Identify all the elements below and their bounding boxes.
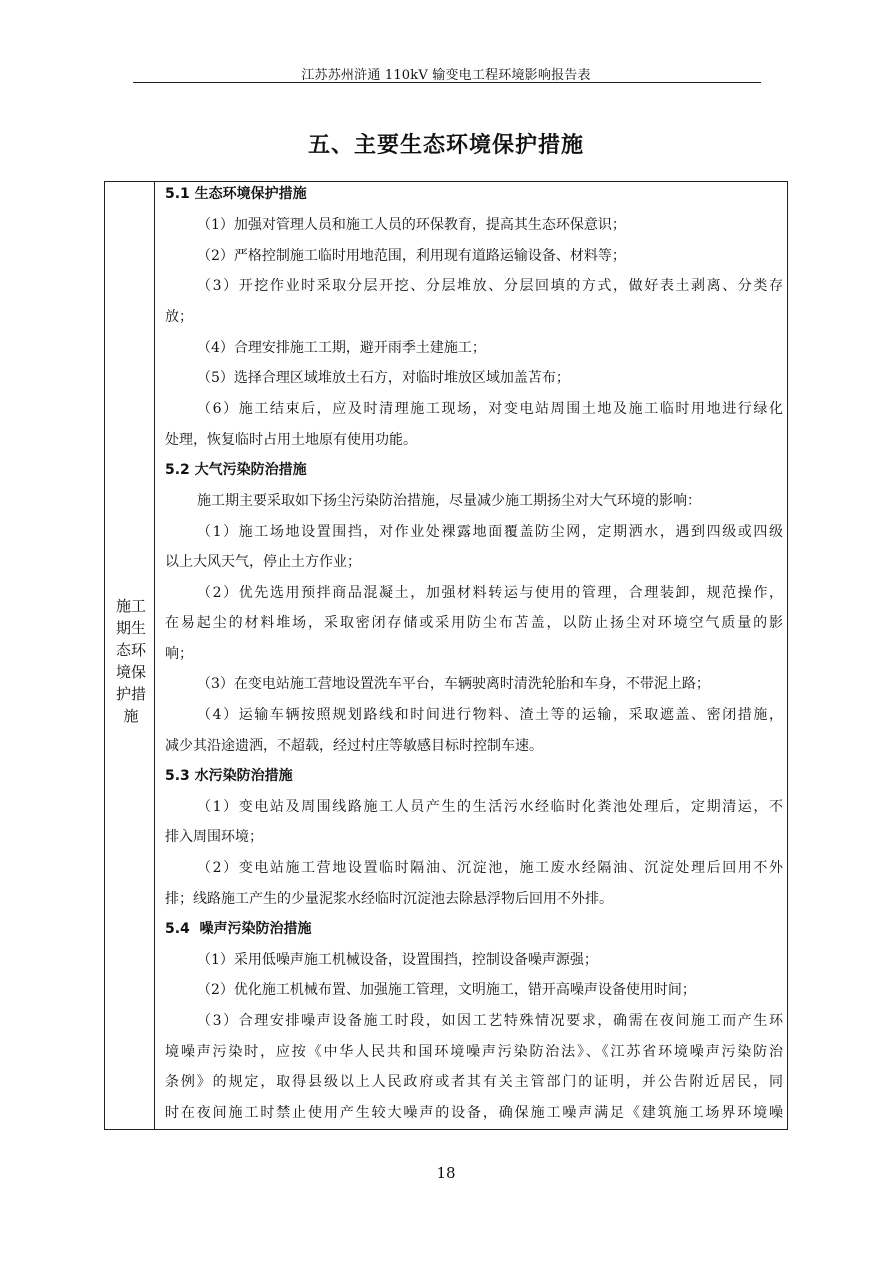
subsection-heading: 5.4 噪声污染防治措施 bbox=[165, 921, 312, 937]
text-line: （1）采用低噪声施工机械设备，设置围挡，控制设备噪声源强； bbox=[197, 952, 598, 968]
subsection-heading: 5.1 生态环境保护措施 bbox=[165, 186, 307, 202]
text-line: （2）优化施工机械布置、加强施工管理，文明施工，错开高噪声设备使用时间； bbox=[197, 982, 696, 998]
text-line: 在易起尘的材料堆场，采取密闭存储或采用防尘布苫盖，以防止扬尘对环境空气质量的影 bbox=[165, 615, 783, 631]
text-line: （3）在变电站施工营地设置洗车平台，车辆驶离时清洗轮胎和车身，不带泥上路； bbox=[197, 676, 710, 692]
category-cell bbox=[105, 182, 155, 1129]
text-line: 处理，恢复临时占用土地原有使用功能。 bbox=[165, 432, 417, 448]
text-line: （3）合理安排噪声设备施工时段，如因工艺特殊情况要求，确需在夜间施工而产生环 bbox=[197, 1013, 783, 1029]
text-line: （2）严格控制施工临时用地范围，利用现有道路运输设备、材料等； bbox=[197, 248, 626, 264]
running-header: 江苏苏州浒通 110kV 输变电工程环境影响报告表 bbox=[301, 68, 591, 83]
text-line: 以上大风天气，停止土方作业； bbox=[165, 554, 361, 570]
text-line: （2）变电站施工营地设置临时隔油、沉淀池，施工废水经隔油、沉淀处理后回用不外 bbox=[197, 860, 783, 876]
category-label: 施工期生态环境保护措施 bbox=[115, 597, 146, 725]
text-line: 时在夜间施工时禁止使用产生较大噪声的设备，确保施工噪声满足《建筑施工场界环境噪 bbox=[165, 1105, 783, 1121]
text-line: （4）运输车辆按照规划路线和时间进行物料、渣土等的运输，采取遮盖、密闭措施， bbox=[197, 707, 783, 723]
subsection-heading: 5.2 大气污染防治措施 bbox=[165, 462, 307, 478]
text-line: 放； bbox=[165, 309, 193, 325]
text-line: （1）变电站及周围线路施工人员产生的生活污水经临时化粪池处理后，定期清运，不 bbox=[197, 799, 783, 815]
text-line: （2）优先选用预拌商品混凝土，加强材料转运与使用的管理，合理装卸，规范操作， bbox=[197, 585, 783, 601]
text-line: （5）选择合理区域堆放土石方，对临时堆放区域加盖苫布； bbox=[197, 370, 570, 386]
text-line: 减少其沿途遗洒，不超载，经过村庄等敏感目标时控制车速。 bbox=[165, 738, 543, 754]
section-title: 五、主要生态环境保护措施 bbox=[307, 133, 584, 158]
text-line: （6）施工结束后，应及时清理施工现场，对变电站周围土地及施工临时用地进行绿化 bbox=[197, 401, 783, 417]
text-line: （3）开挖作业时采取分层开挖、分层堆放、分层回填的方式，做好表土剥离、分类存 bbox=[197, 278, 783, 294]
header-divider bbox=[133, 82, 761, 83]
measures-table bbox=[104, 181, 788, 1130]
text-line: 排入周围环境； bbox=[165, 829, 263, 845]
text-line: 条例》的规定，取得县级以上人民政府或者其有关主管部门的证明，并公告附近居民，同 bbox=[165, 1074, 783, 1090]
text-line: 排；线路施工产生的少量泥浆水经临时沉淀池去除悬浮物后回用不外排。 bbox=[165, 891, 613, 907]
text-line: （1）施工场地设置围挡，对作业处裸露地面覆盖防尘网，定期洒水，遇到四级或四级 bbox=[197, 524, 783, 540]
text-line: （1）加强对管理人员和施工人员的环保教育，提高其生态环保意识； bbox=[197, 217, 626, 233]
text-line: 境噪声污染时，应按《中华人民共和国环境噪声污染防治法》、《江苏省环境噪声污染防治 bbox=[165, 1044, 783, 1060]
page-number: 18 bbox=[436, 1164, 456, 1182]
text-line: （4）合理安排施工工期，避开雨季土建施工； bbox=[197, 340, 486, 356]
subsection-heading: 5.3 水污染防治措施 bbox=[165, 768, 293, 784]
text-line: 施工期主要采取如下扬尘污染防治措施，尽量减少施工期扬尘对大气环境的影响： bbox=[197, 493, 701, 509]
text-line: 响； bbox=[165, 646, 193, 662]
